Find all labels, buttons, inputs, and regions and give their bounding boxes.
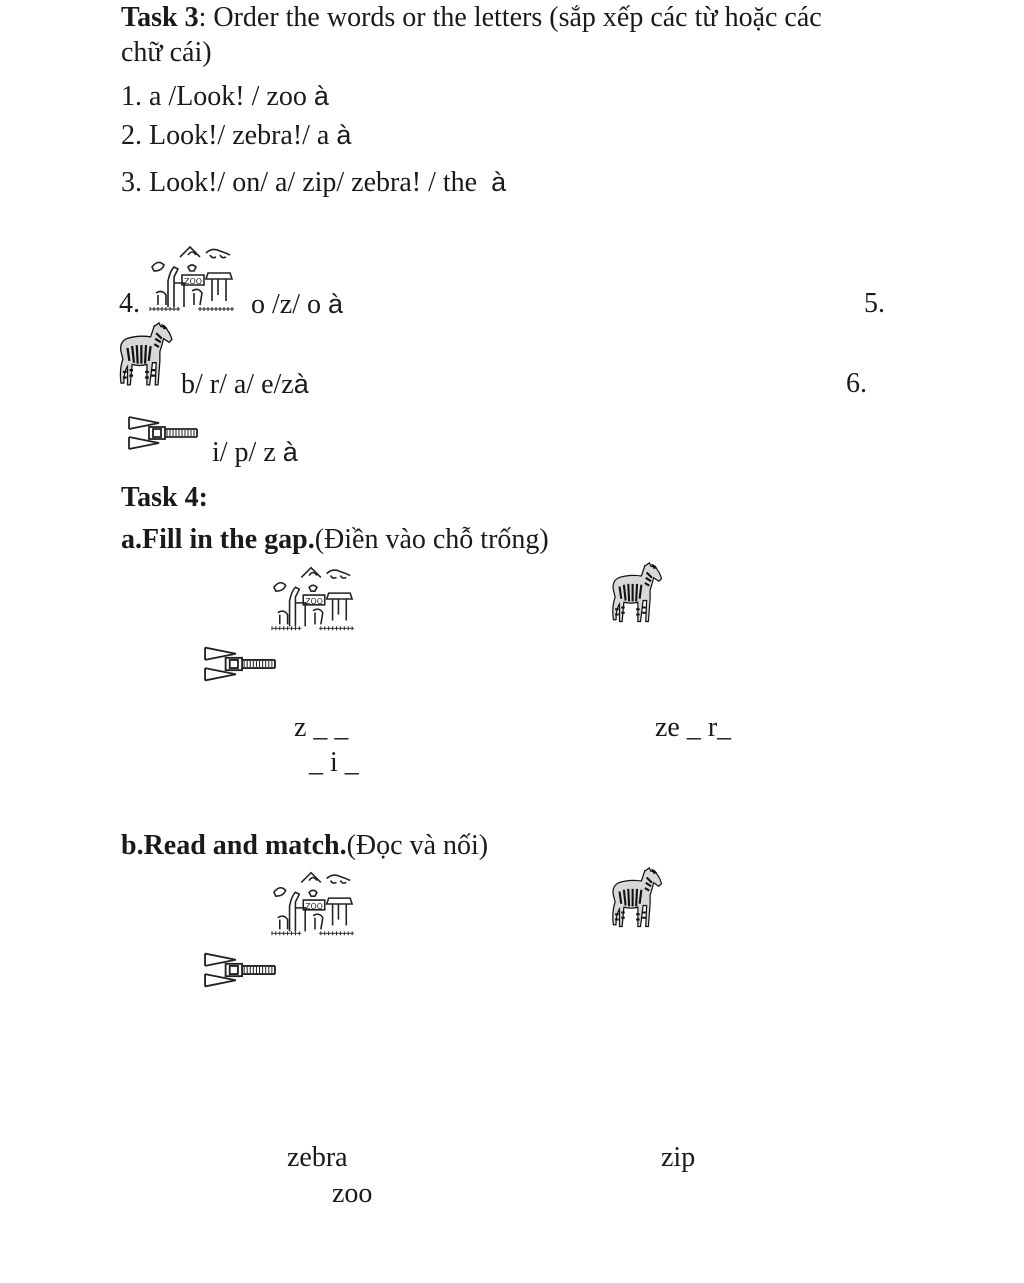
task3-item-5: b/ r/ a/ e/zà <box>181 369 309 400</box>
zebra-illustration <box>118 322 174 396</box>
zipper-illustration <box>203 949 277 991</box>
zoo-illustration <box>270 868 358 938</box>
zebra-illustration <box>610 867 664 937</box>
task3-item-4: o /z/ o à <box>251 289 344 320</box>
task3-label: Task 3 <box>121 2 199 33</box>
task3-item-4-number: 4. <box>119 288 140 319</box>
zipper-illustration <box>203 643 277 685</box>
zoo-illustration <box>270 563 358 633</box>
task3-item-3: 3. Look!/ on/ a/ zip/ zebra! / the à <box>121 167 507 198</box>
task3-item-6: i/ p/ z à <box>212 437 298 468</box>
task4a-title: a.Fill in the gap.(Điền vào chỗ trống) <box>121 524 549 555</box>
task3-title-line2: chữ cái) <box>121 37 212 68</box>
gap-word-zip: _ i _ <box>309 747 359 778</box>
match-word-zebra: zebra <box>287 1142 348 1173</box>
task3-item-1: 1. a /Look! / zoo à <box>121 81 329 112</box>
gap-word-zebra: ze _ r_ <box>655 712 732 743</box>
match-word-zoo: zoo <box>332 1178 373 1209</box>
task3-item-6-number: 6. <box>846 368 867 399</box>
zipper-illustration <box>126 413 200 453</box>
zoo-illustration <box>148 242 238 314</box>
match-word-zip: zip <box>661 1142 696 1173</box>
task4b-title: b.Read and match.(Đọc và nối) <box>121 830 489 861</box>
task4-title: Task 4: <box>121 482 208 513</box>
task3-item-5-number: 5. <box>864 288 885 319</box>
zebra-illustration <box>610 562 664 632</box>
task3-item-2: 2. Look!/ zebra!/ a à <box>121 120 352 151</box>
gap-word-zoo: z _ _ <box>294 712 349 743</box>
task3-title: Task 3: Order the words or the letters (sắp xếp các từ hoặc các <box>121 2 822 33</box>
